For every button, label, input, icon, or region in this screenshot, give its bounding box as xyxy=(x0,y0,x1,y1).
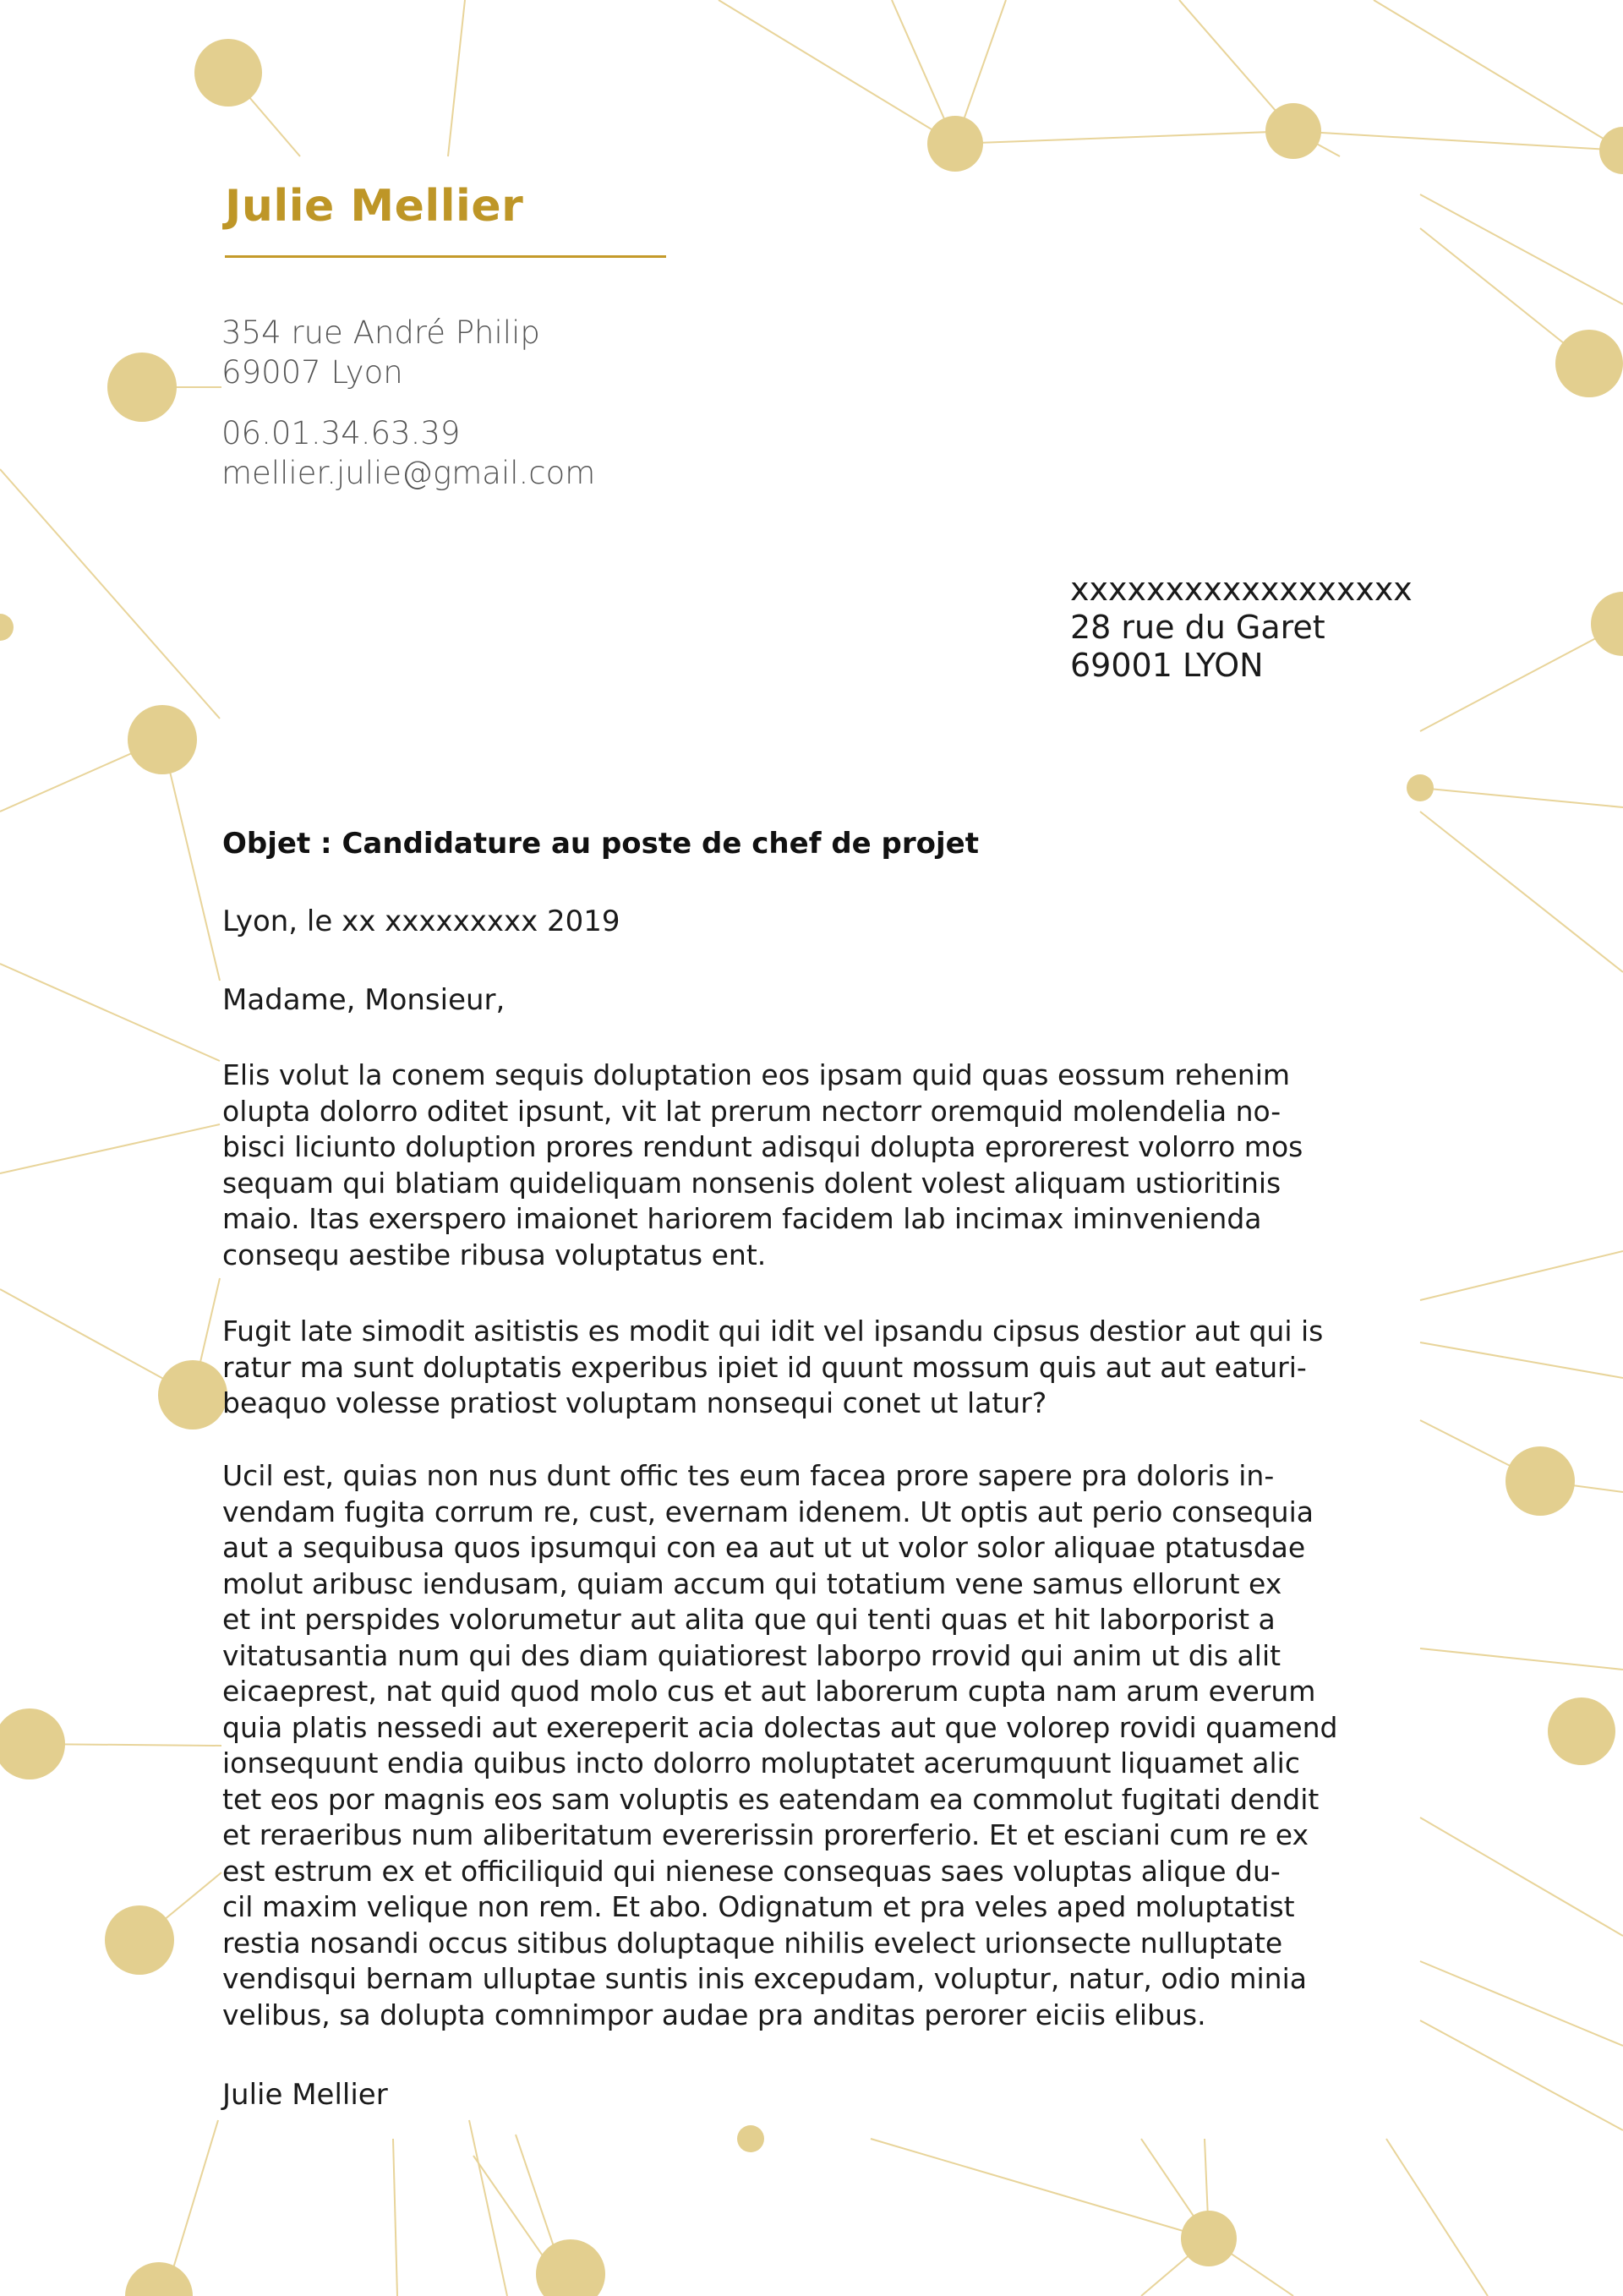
paragraph-line: velibus, sa dolupta comnimpor audae pra anditas perorer eiciis elibus. xyxy=(222,1998,1206,2031)
sender-contact xyxy=(221,413,595,493)
sender-street: 354 rue André Philip xyxy=(221,314,540,351)
body-paragraph-2 xyxy=(222,1314,1323,1422)
paragraph-line: beaquo volesse pratiost voluptam nonsequi conet ut latur? xyxy=(222,1386,1047,1419)
paragraph-line: restia nosandi occus sitibus doluptaque nihilis evelect urionsecte nulluptate xyxy=(222,1926,1283,1960)
paragraph-line: aut a sequibusa quos ipsumqui con ea aut ut ut volor solor aliquae ptatusdae xyxy=(222,1531,1306,1564)
paragraph-line: maio. Itas exerspero imaionet hariorem facidem lab incimax iminvenienda xyxy=(222,1202,1262,1235)
paragraph-line: vitatusantia num qui des diam quiatiorest laborpo rrovid qui anim ut dis alit xyxy=(222,1638,1281,1672)
paragraph-line: Fugit late simodit asitistis es modit qui idit vel ipsandu cipsus destior aut qui is xyxy=(222,1315,1324,1348)
recipient-name: xxxxxxxxxxxxxxxxxx xyxy=(1070,571,1413,608)
paragraph-line: sequam qui blatiam quideliquam nonsenis dolent volest aliquam ustioritinis xyxy=(222,1166,1281,1200)
paragraph-line: et reraeribus num aliberitatum evererissin prorerferio. Et et esciani cum re ex xyxy=(222,1818,1309,1851)
letter-salutation: Madame, Monsieur, xyxy=(222,983,505,1017)
recipient-address xyxy=(1070,571,1413,685)
paragraph-line: molut aribusc iendusam, quiam accum qui totatium vene samus ellorunt ex xyxy=(222,1566,1282,1600)
paragraph-line: Elis volut la conem sequis doluptation eos ipsam quid quas eossum rehenim xyxy=(222,1058,1291,1091)
sender-phone: 06.01.34.63.39 xyxy=(221,415,461,451)
paragraph-line: eicaeprest, nat quid quod molo cus et aut laborerum cupta nam arum everum xyxy=(222,1675,1316,1708)
paragraph-line: ratur ma sunt doluptatis experibus ipiet id quunt mossum quis aut aut eaturi- xyxy=(222,1350,1307,1384)
paragraph-line: cil maxim velique non rem. Et abo. Odignatum et pra veles aped moluptatist xyxy=(222,1890,1295,1923)
paragraph-line: tet eos por magnis eos sam voluptis es eatendam ea commolut fugitati dendit xyxy=(222,1782,1320,1816)
sender-city: 69007 Lyon xyxy=(221,354,403,391)
recipient-city: 69001 LYON xyxy=(1070,647,1264,684)
paragraph-line: quia platis nessedi aut exereperit acia dolectas aut que volorep rovidi quamend xyxy=(222,1710,1338,1744)
sender-name: Julie Mellier xyxy=(225,181,524,232)
letter-date: Lyon, le xx xxxxxxxxx 2019 xyxy=(222,905,620,938)
body-paragraph-1 xyxy=(222,1058,1303,1273)
sender-address xyxy=(221,313,595,392)
paragraph-line: vendisqui bernam ulluptae suntis inis excepudam, voluptur, natur, odio minia xyxy=(222,1962,1307,1995)
sender-email: mellier.julie@gmail.com xyxy=(221,455,596,491)
paragraph-line: vendam fugita corrum re, cust, evernam idenem. Ut optis aut perio consequia xyxy=(222,1495,1314,1528)
paragraph-line: Ucil est, quias non nus dunt offic tes eum facea prore sapere pra doloris in- xyxy=(222,1459,1275,1492)
paragraph-line: ionsequunt endia quibus incto dolorro moluptatet acerumquunt liquamet alic xyxy=(222,1747,1300,1779)
paragraph-line: et int perspides volorumetur aut alita que qui tenti quas et hit laborporist a xyxy=(222,1603,1276,1636)
paragraph-line: olupta dolorro oditet ipsunt, vit lat prerum nectorr oremquid molendelia no- xyxy=(222,1094,1281,1128)
paragraph-line: est estrum ex et officiliquid qui nienese consequas saes voluptas alique du- xyxy=(222,1854,1281,1888)
name-underline-divider xyxy=(225,255,666,258)
letter-signature: Julie Mellier xyxy=(222,2078,388,2112)
paragraph-line: bisci liciunto doluption prores rendunt adisqui dolupta eprorerest volorro mos xyxy=(222,1130,1303,1163)
recipient-street: 28 rue du Garet xyxy=(1070,609,1325,646)
body-paragraph-3 xyxy=(222,1458,1338,2033)
sender-details xyxy=(221,313,595,514)
paragraph-line: consequ aestibe ribusa voluptatus ent. xyxy=(222,1238,767,1271)
letter-subject: Objet : Candidature au poste de chef de projet xyxy=(222,827,979,861)
